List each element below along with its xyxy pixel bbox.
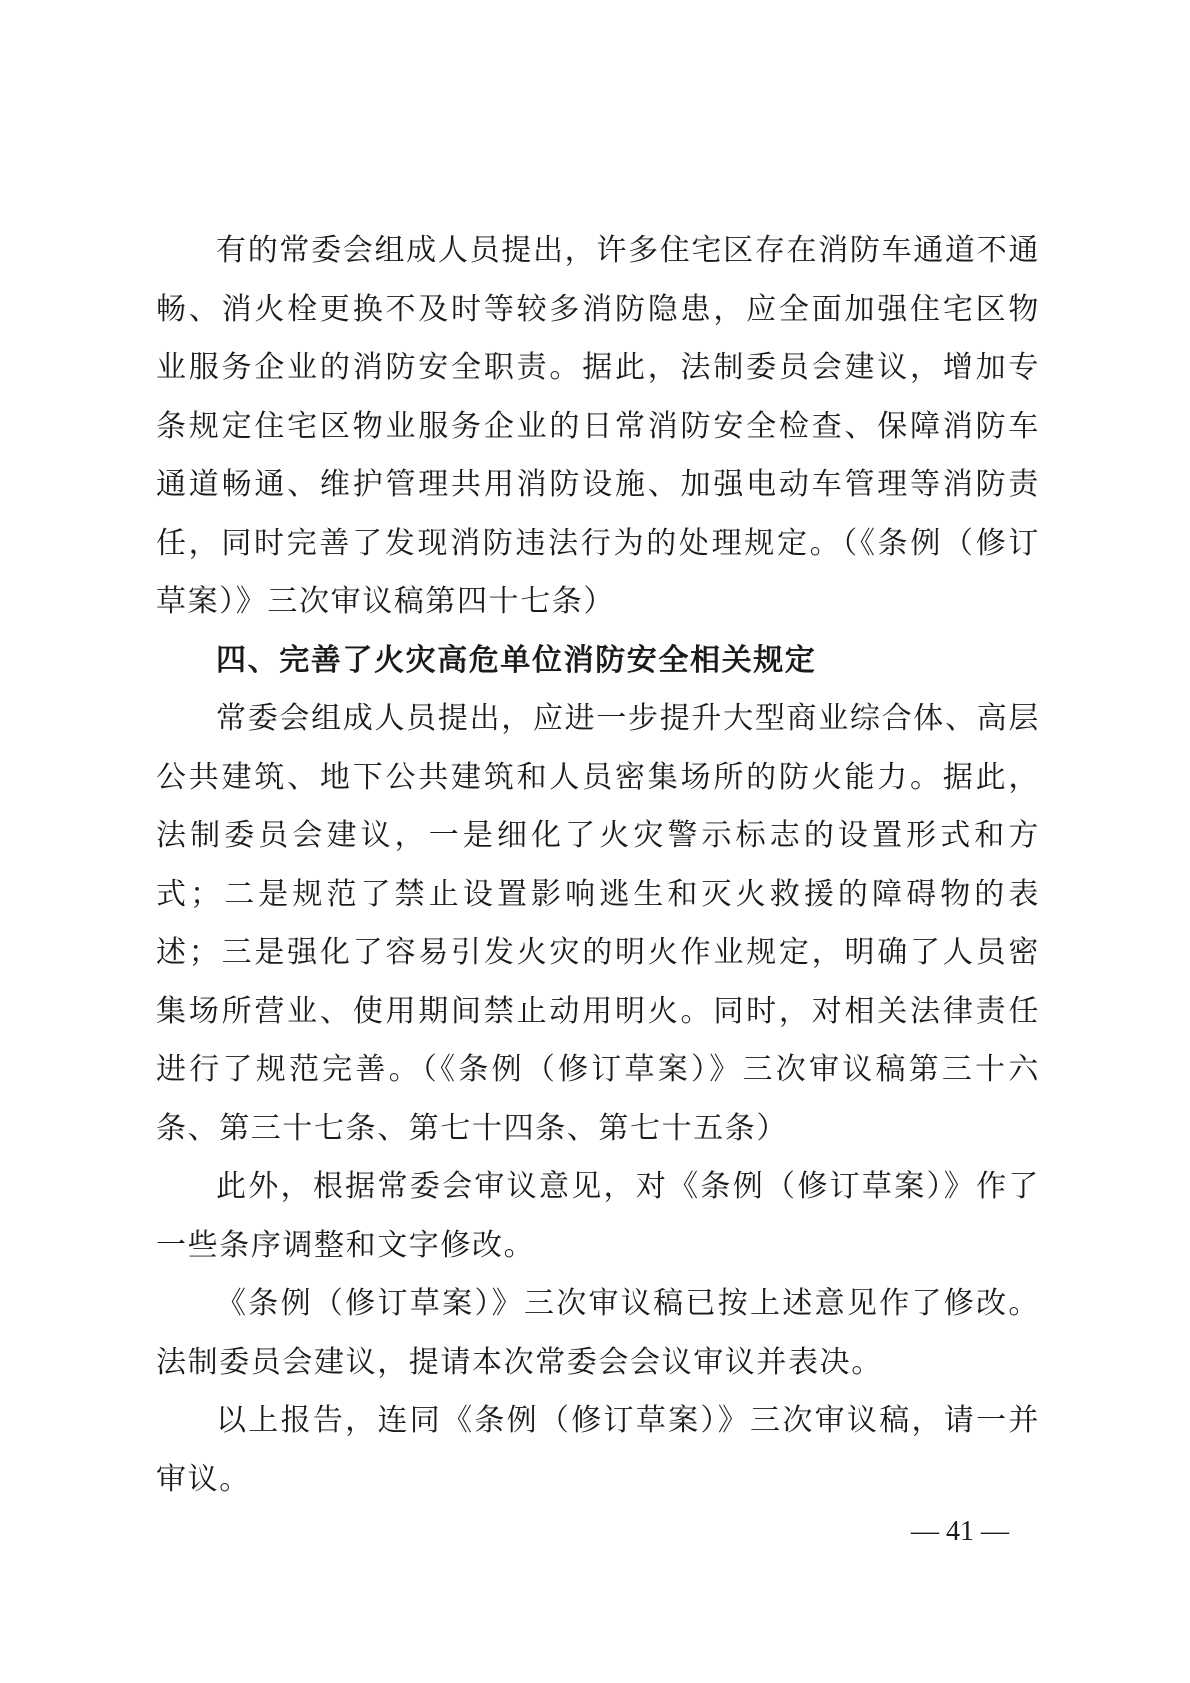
- page-number: — 41 —: [911, 1516, 1009, 1547]
- paragraph-high-risk-units: 常委会组成人员提出，应进一步提升大型商业综合体、高层公共建筑、地下公共建筑和人员密集场所的防火能力。据此，法制委员会建议，一是细化了火灾警示标志的设置形式和方式；二是规范了禁止设置影响逃生和灭火救援的障碍物的表述；三是强化了容易引发火灾的明火作业规定，明确了人员密集场所营业、使用期间禁止动用明火。同时，对相关法律责任进行了规范完善。（《条例（修订草案）》三次审议稿第三十六条、第三十七条、第七十四条、第七十五条）: [156, 701, 1040, 1146]
- document-body: [156, 222, 1040, 1509]
- paragraph-closing: 以上报告，连同《条例（修订草案）》三次审议稿，请一并审议。: [156, 1403, 1040, 1497]
- section-heading-high-risk-units: 四、完善了火灾高危单位消防安全相关规定: [216, 642, 817, 678]
- paragraph-property-fire-safety: 有的常委会组成人员提出，许多住宅区存在消防车通道不通畅、消火栓更换不及时等较多消防隐患，应全面加强住宅区物业服务企业的消防安全职责。据此，法制委员会建议，增加专条规定住宅区物业服务企业的日常消防安全检查、保障消防车通道畅通、维护管理共用消防设施、加强电动车管理等消防责任，同时完善了发现消防违法行为的处理规定。（《条例（修订草案）》三次审议稿第四十七条）: [156, 233, 1040, 619]
- paragraph-revision-status: 《条例（修订草案）》三次审议稿已按上述意见作了修改。法制委员会建议，提请本次常委会会议审议并表决。: [156, 1286, 1040, 1380]
- paragraph-other-revisions: 此外，根据常委会审议意见，对《条例（修订草案）》作了一些条序调整和文字修改。: [156, 1169, 1040, 1263]
